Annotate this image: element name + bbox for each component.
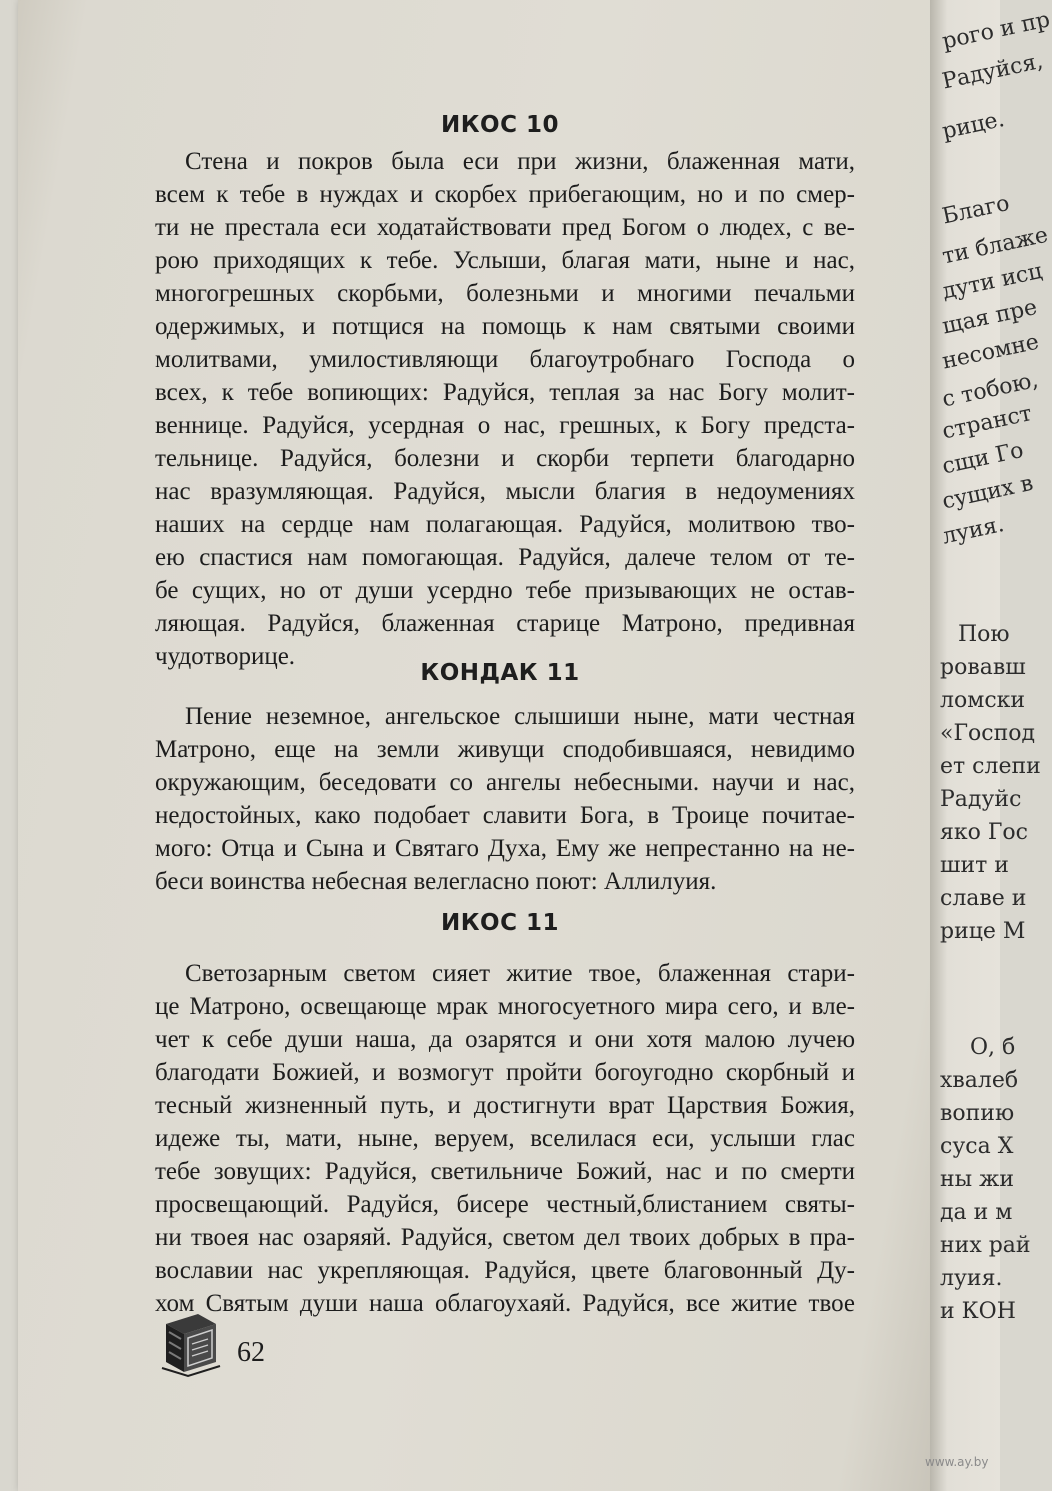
next-page-fragment: шит и — [940, 853, 1009, 878]
section-heading-kondak-11: КОНДАК 11 — [420, 660, 580, 686]
text-line: хом Святым души наша облагоухаяй. Радуйся, все житие твое — [155, 1290, 855, 1317]
next-page-fragment: сущих в — [940, 470, 1036, 515]
text-line: чет к себе души наша, да озарятся и они хотя малою лучею — [155, 1026, 855, 1053]
text-line: тельнице. Радуйся, болезни и скорби терпети благодарно — [155, 445, 855, 472]
next-page-fragment: Благо — [940, 190, 1012, 230]
text-line: тесный жизненный путь, и достигнути врат Царствия Божия, — [155, 1092, 855, 1119]
next-page-fragment: Радуйся, — [940, 48, 1046, 95]
next-page-fragment: Радуйс — [940, 787, 1022, 812]
next-page-fragment: и КОН — [940, 1299, 1016, 1324]
text-line: одержимых, и потщися на помощь к нам святыми своими — [155, 313, 855, 340]
next-page-fragment: Пою — [958, 622, 1010, 647]
text-line: Стена и покров была еси при жизни, блаженная мати, — [185, 148, 855, 175]
text-line: благодати Божией, и возмогут пройти богоугодно скорбный и — [155, 1059, 855, 1086]
text-line: Пение неземное, ангельское слышиши ныне, мати честная — [185, 703, 855, 730]
next-page-fragment: суса Х — [940, 1134, 1014, 1159]
next-page-fragment: с тобою, — [940, 367, 1041, 413]
next-page-fragment: щая пре — [940, 294, 1040, 340]
text-line: ти не престала еси ходатайствовати пред Богом о людех, с ве- — [155, 214, 855, 241]
text-line: просвещающий. Радуйся, бисере честный,блистанием святы- — [155, 1191, 855, 1218]
text-line: окружающим, беседовати со ангелы небесными. научи и нас, — [155, 769, 855, 796]
text-line: всех, к тебе вопиющих: Радуйся, теплая за нас Богу молит- — [155, 379, 855, 406]
text-line: мого: Отца и Сына и Святаго Духа, Ему же непрестанно на не- — [155, 835, 855, 862]
next-page-fragment: рого и пр — [940, 7, 1052, 55]
text-line: це Матроно, освещающе мрак многосуетного мира сего, и влe- — [155, 993, 855, 1020]
text-line: чудотворице. — [155, 643, 296, 670]
text-line: Светозарным светом сияет житие твое, блаженная стари- — [185, 960, 855, 987]
section-heading-ikos-10: ИКОС 10 — [441, 112, 559, 138]
next-page-fragment: рице. — [940, 106, 1007, 145]
text-line: ею спастися нам помогающая. Радуйся, далече телом от те- — [155, 544, 855, 571]
next-page-fragment: ны жи — [940, 1167, 1015, 1192]
next-page-fragment: да и м — [940, 1200, 1013, 1225]
section-body-ikos-10 — [155, 145, 855, 673]
section-body-kondak-11 — [155, 700, 855, 898]
next-page-fragment: ровавш — [940, 655, 1026, 680]
next-page-fragment: несомне — [940, 329, 1042, 375]
next-page-fragment: дути исц — [940, 258, 1045, 305]
next-page-fragment: яко Гос — [940, 820, 1028, 845]
section-body-ikos-11 — [155, 957, 855, 1320]
text-line: беси воинства небесная велегласно поют: Аллилуия. — [155, 868, 717, 895]
text-line: многогрешных скорбьми, болезньми и многими печальми — [155, 280, 855, 307]
next-page-fragment: ломски — [940, 688, 1026, 713]
next-page-fragment: сщи Го — [940, 437, 1026, 480]
next-page-fragment: «Господ — [940, 721, 1036, 746]
text-line: бе сущих, но от души усердно тебе призывающих не остав- — [155, 577, 855, 604]
next-page-fragment: вопию — [940, 1101, 1015, 1126]
text-line: идеже ты, мати, ныне, веруем, вселилася еси, услыши глас — [155, 1125, 855, 1152]
book-icon — [158, 1310, 222, 1376]
next-page-fragment: луия. — [940, 512, 1007, 550]
text-line: молитвами, умилостивляющи благоутробнаго Господа о — [155, 346, 855, 373]
text-line: недостойных, како подобает славити Бога, в Троице почитае- — [155, 802, 855, 829]
next-page-fragment: ет слепи — [940, 754, 1041, 779]
next-page-fragment: ти блаже — [940, 222, 1051, 270]
text-line: нас вразумляющая. Радуйся, мысли благия в недоумениях — [155, 478, 855, 505]
text-line: ни твоея нас озаряяй. Радуйся, светом дел твоих добрых в пра- — [155, 1224, 855, 1251]
text-line: веннице. Радуйся, усердная о нас, грешных, к Богу предста- — [155, 412, 855, 439]
next-page-fragment: славе и — [940, 886, 1027, 911]
next-page-fragment: О, б — [970, 1035, 1016, 1060]
text-line: вославии нас укрепляющая. Радуйся, цвете благовонный Ду- — [155, 1257, 855, 1284]
text-line: тебе зовущих: Радуйся, светильниче Божий, нас и по смерти — [155, 1158, 855, 1185]
text-line: всем к тебе в нуждах и скорбех прибегающим, но и по смер- — [155, 181, 855, 208]
next-page-fragment: хвалеб — [940, 1068, 1019, 1093]
text-line: Матроно, еще на земли живущи сподобившаяся, невидимо — [155, 736, 855, 763]
next-page-edge — [930, 0, 1052, 1491]
page-number: 62 — [237, 1337, 265, 1368]
next-page-fragment: луия. — [940, 1266, 1003, 1291]
watermark: www.ay.by — [925, 1455, 989, 1469]
next-page-fragment: рице М — [940, 919, 1026, 944]
section-heading-ikos-11: ИКОС 11 — [441, 910, 559, 936]
text-line: наших на сердце нам полагающая. Радуйся, молитвою тво- — [155, 511, 855, 538]
next-page-fragment: странст — [940, 401, 1035, 445]
text-line: ляющая. Радуйся, блаженная старице Матроно, предивная — [155, 610, 855, 637]
text-line: рою приходящих к тебе. Услыши, благая мати, ныне и нас, — [155, 247, 855, 274]
next-page-fragment: них рай — [940, 1233, 1031, 1258]
